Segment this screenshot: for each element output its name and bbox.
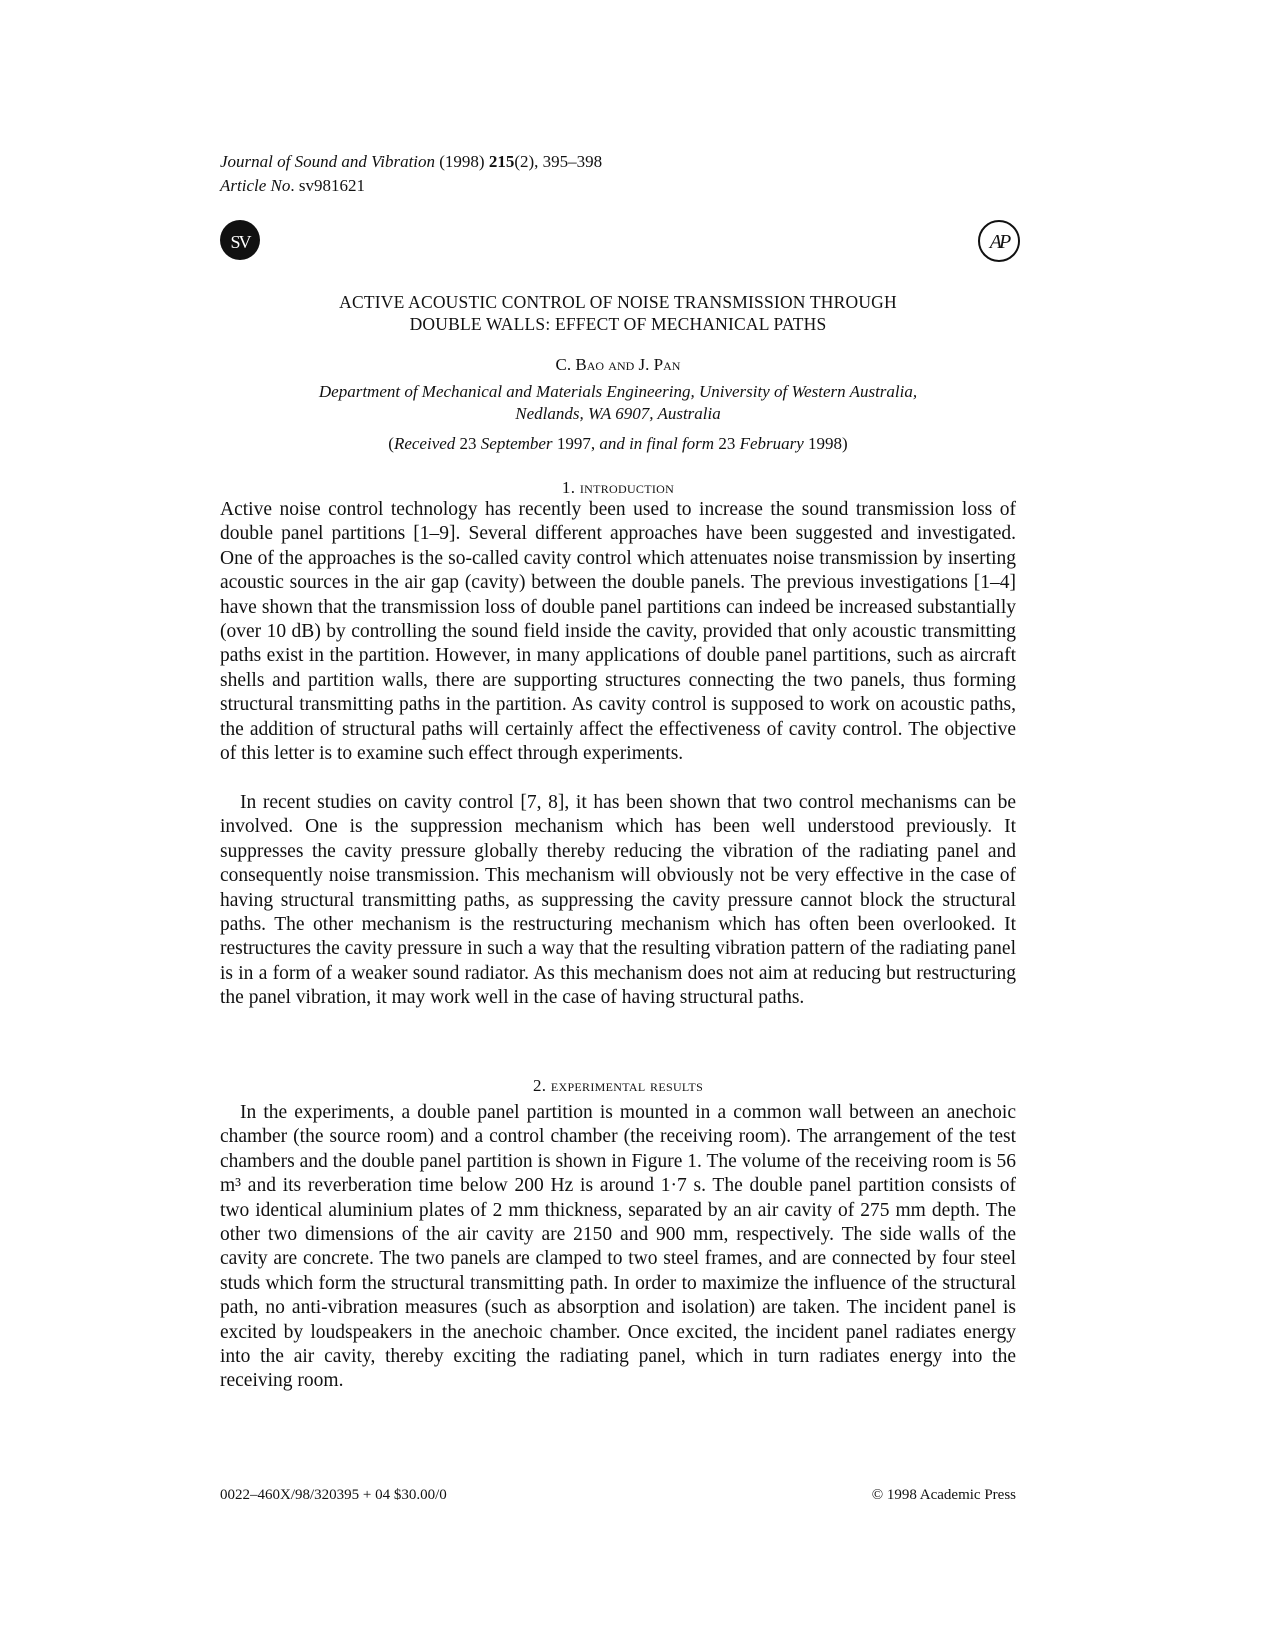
- received-month1: September: [480, 434, 553, 453]
- article-number-line: [220, 174, 602, 198]
- authors: C. Bao and J. Pan: [555, 355, 681, 374]
- received-word: Received: [393, 434, 456, 453]
- received-date1: 23: [455, 434, 481, 453]
- title-line-2: DOUBLE WALLS: EFFECT OF MECHANICAL PATHS: [409, 314, 827, 334]
- journal-volume: 215: [488, 152, 515, 171]
- ap-logo-letters: AP: [989, 231, 1009, 253]
- article-number: . sv981621: [290, 176, 365, 195]
- received-year2: 1998): [803, 434, 848, 453]
- title-line-1: ACTIVE ACOUSTIC CONTROL OF NOISE TRANSMISSION THROUGH: [339, 292, 897, 312]
- jsv-logo: [220, 205, 260, 260]
- body-paragraph: In recent studies on cavity control [7, 8], it has been shown that two control mechanisms can be involved. One is the suppression mechanism which has been well understood previously. It suppresses the cavity pressure globally thereby reducing the vibration of the radiating panel and consequently noise transmission. This mechanism will obviously not be very effective in the case of having structural transmitting paths, as suppressing the cavity pressure cannot block the structural paths. The other mechanism is the restructuring mechanism which has often been overlooked. It restructures the cavity pressure in such a way that the resulting vibration pattern of the radiating panel is in a form of a weaker sound radiator. As this mechanism does not aim at reducing but restructuring the panel vibration, it may work well in the case of having structural paths.: [220, 792, 1016, 1009]
- journal-name: Journal of Sound and Vibration: [220, 152, 436, 171]
- jsv-logo-letters: SV: [230, 232, 250, 252]
- footer-copyright: © 1998 Academic Press: [871, 1487, 1016, 1503]
- received-open: (: [388, 434, 394, 453]
- final-form-text: and in final form: [599, 434, 715, 453]
- affiliation-line-1: Department of Mechanical and Materials Engineering, University of Western Australia,: [318, 382, 918, 401]
- received-date2: 23: [714, 434, 740, 453]
- journal-issue-pages: (2), 395–398: [514, 152, 603, 171]
- academic-press-logo: [978, 220, 1020, 262]
- journal-line: [220, 150, 602, 174]
- affiliation: [220, 381, 1016, 425]
- paper-title: [220, 291, 1016, 335]
- section-heading-introduction: 1. introduction: [561, 478, 675, 497]
- received-dates: [220, 434, 1016, 454]
- section-heading-experimental-results: 2. experimental results: [532, 1076, 704, 1095]
- received-year1: 1997,: [552, 434, 600, 453]
- jsv-logo-top-letter: J: [238, 205, 242, 215]
- journal-citation: [220, 150, 602, 198]
- journal-year: (1998): [439, 152, 485, 171]
- article-label: Article No: [220, 176, 291, 195]
- footer-code: 0022–460X/98/320395 + 04 $30.00/0: [220, 1487, 447, 1503]
- body-paragraph: In the experiments, a double panel partition is mounted in a common wall between an anechoic chamber (the source room) and a control chamber (the receiving room). The arrangement of the test chambers and the double panel partition is shown in Figure 1. The volume of the receiving room is 56 m³ and its reverberation time below 200 Hz is around 1·7 s. The double panel partition consists of two identical aluminium plates of 2 mm thickness, separated by an air cavity of 275 mm depth. The other two dimensions of the air cavity are 2150 and 900 mm, respectively. The side walls of the cavity are concrete. The two panels are clamped to two steel frames, and are connected by four steel studs which form the structural transmitting path. In order to maximize the influence of the structural path, no anti-vibration measures (such as absorption and isolation) are taken. The incident panel is excited by loudspeakers in the anechoic chamber. Once excited, the incident panel radiates energy into the air cavity, thereby exciting the radiating panel, which in turn radiates energy into the receiving room.: [220, 1102, 1016, 1392]
- affiliation-line-2: Nedlands, WA 6907, Australia: [515, 404, 721, 423]
- body-paragraph: Active noise control technology has recently been used to increase the sound transmission loss of double panel partitions [1–9]. Several different approaches have been suggested and investigated. One of the approaches is the so-called cavity control which attenuates noise transmission by inserting acoustic sources in the air gap (cavity) between the double panels. The previous investigations [1–4] have shown that the transmission loss of double panel partitions can indeed be increased substantially (over 10 dB) by controlling the sound field inside the cavity, provided that only acoustic transmitting paths exist in the partition. However, in many applications of double panel partitions, such as aircraft shells and partition walls, there are supporting structures connecting the two panels, thus forming structural transmitting paths in the partition. As cavity control is supposed to work on acoustic paths, the addition of structural paths will certainly affect the effectiveness of cavity control. The objective of this letter is to examine such effect through experiments.: [220, 499, 1016, 765]
- received-month2: February: [739, 434, 804, 453]
